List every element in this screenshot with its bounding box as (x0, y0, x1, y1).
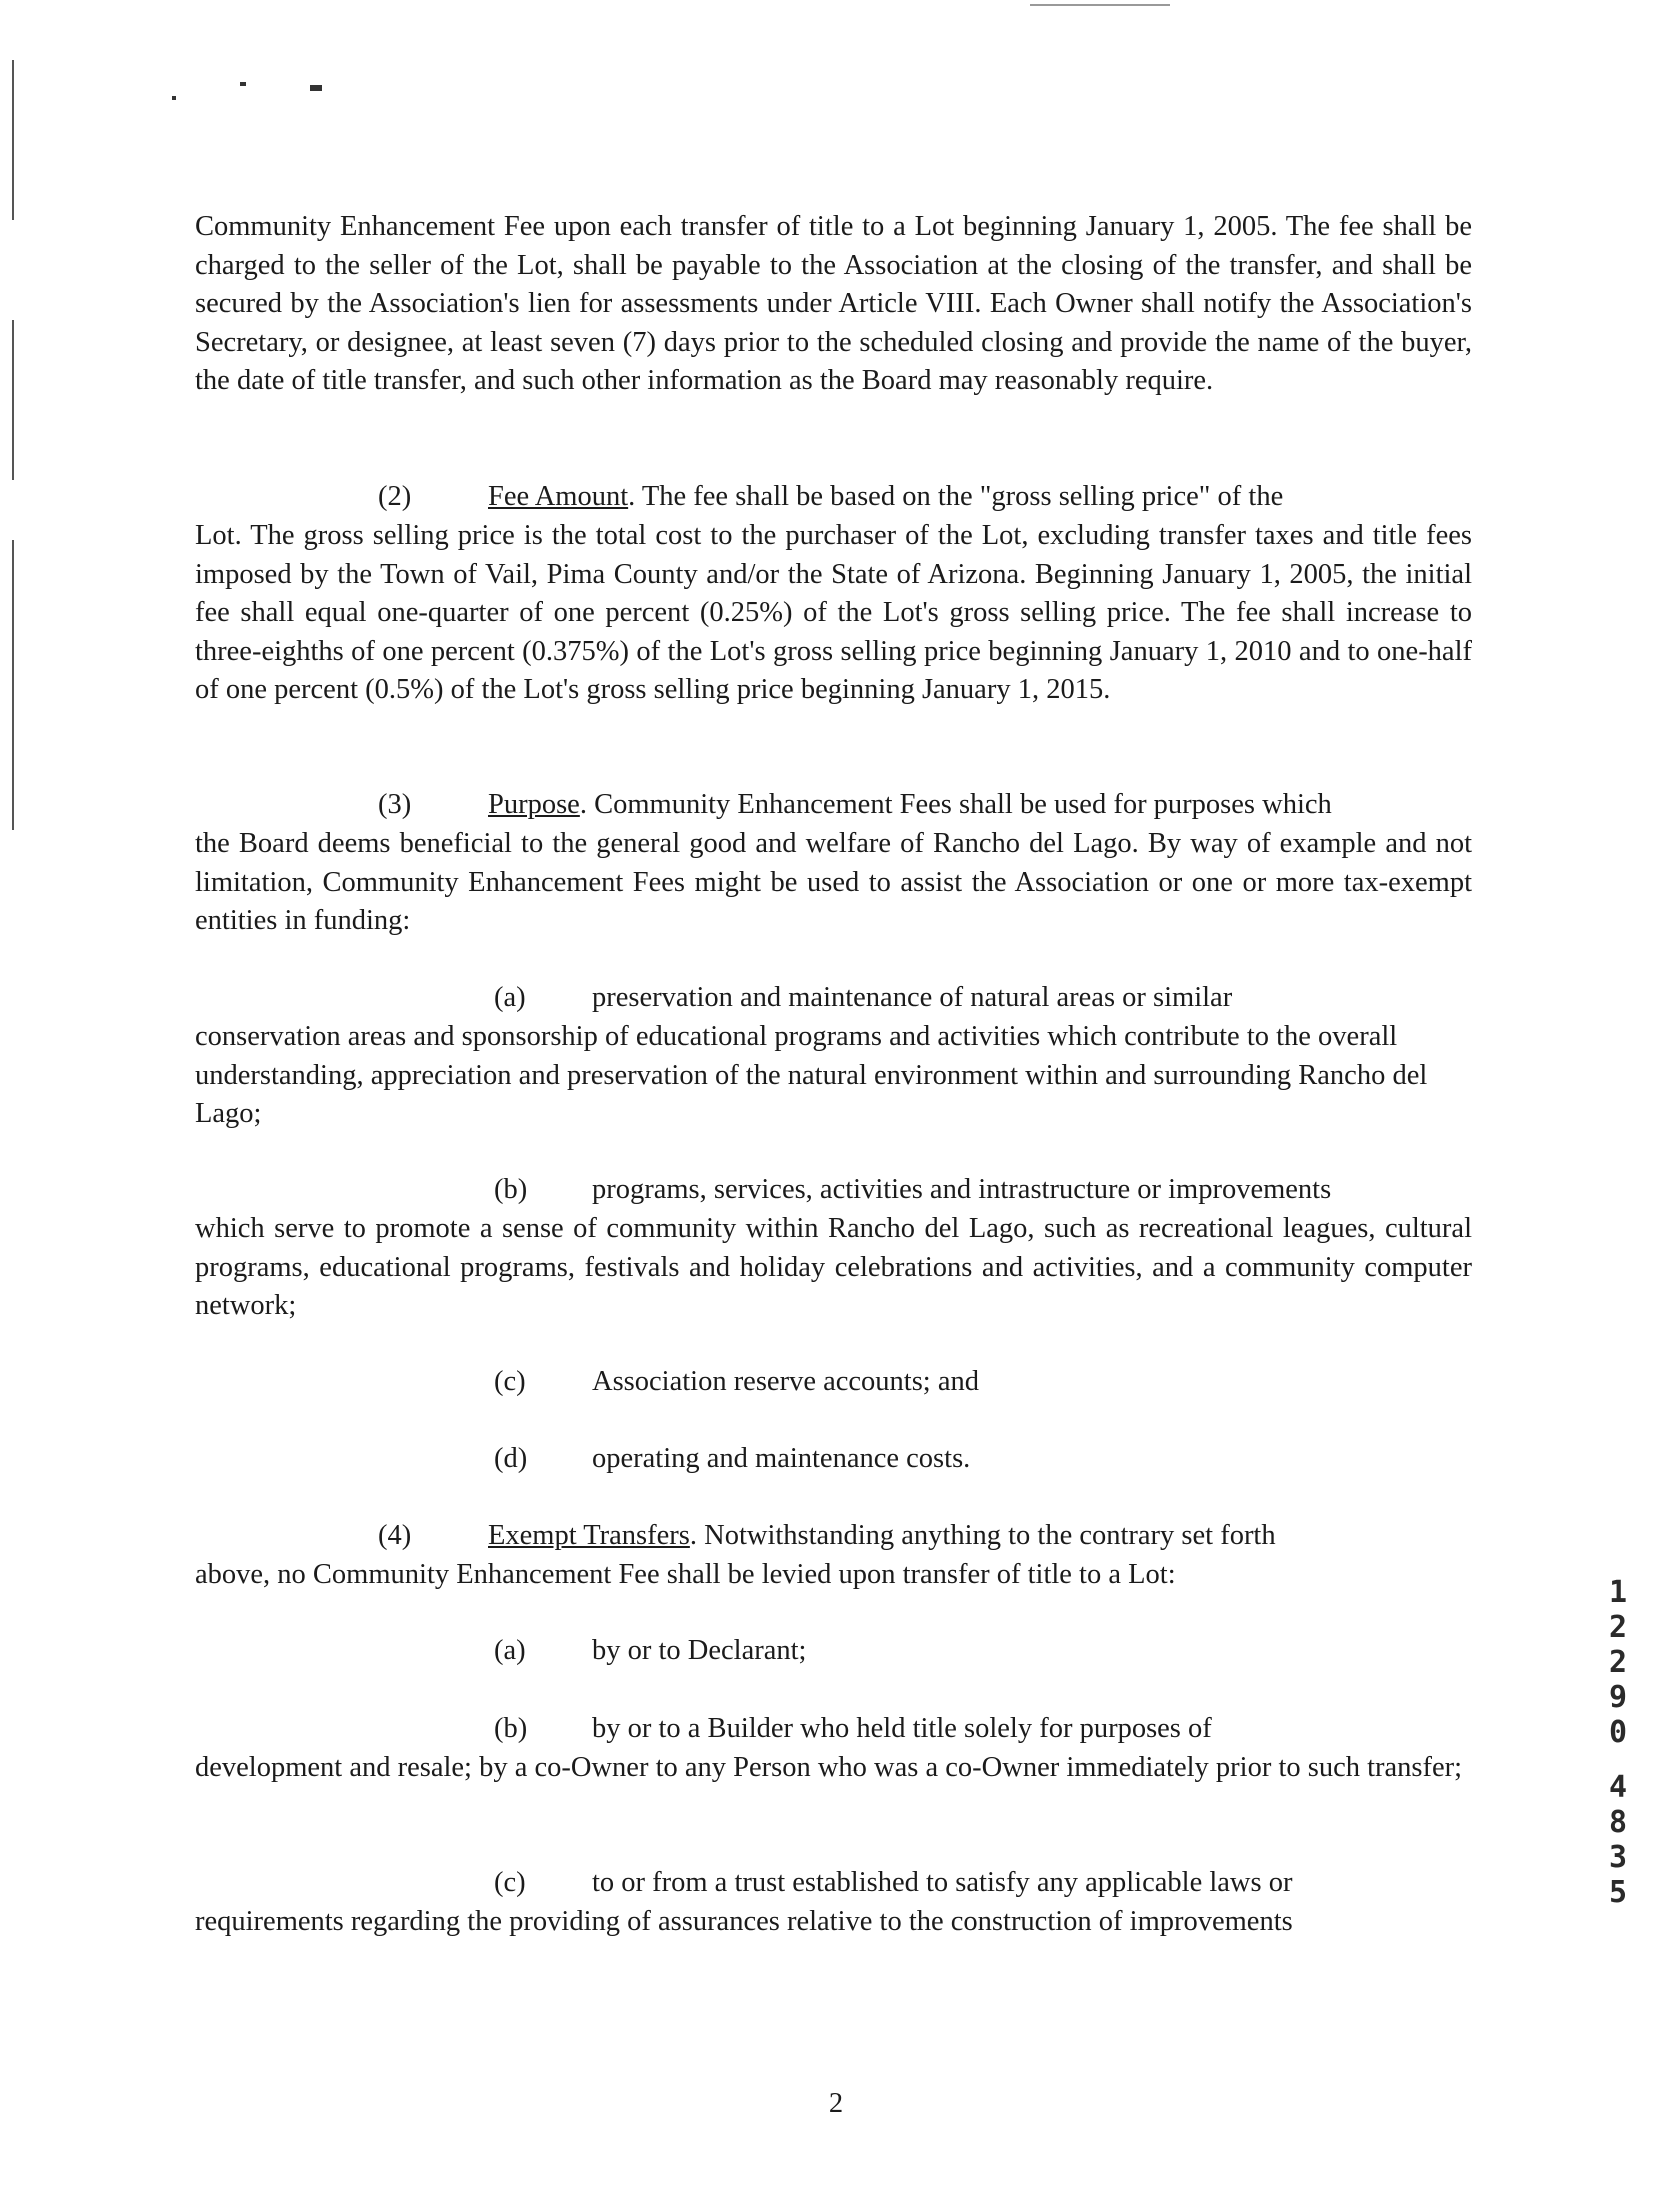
section-lead-text: . Notwithstanding anything to the contrary set forth (689, 1520, 1276, 1551)
recording-stamp (1603, 1770, 1633, 1910)
scan-speck (310, 85, 322, 91)
section-lead-text: . Community Enhancement Fees shall be used for purposes which (579, 789, 1332, 820)
section-2-lead (378, 478, 1472, 517)
item-letter: (a) (494, 982, 526, 1013)
section-heading: Purpose (488, 789, 580, 820)
item-letter: (b) (494, 1713, 528, 1744)
stamp-digit: 0 (1608, 1715, 1628, 1750)
scan-speck (1030, 4, 1170, 6)
section-4-body: above, no Community Enhancement Fee shall be levied upon transfer of title to a Lot: (195, 1559, 1176, 1590)
scan-edge-line (12, 60, 14, 220)
section-number: (4) (378, 1520, 412, 1551)
item-letter: (c) (494, 1366, 526, 1397)
scan-speck (172, 96, 176, 100)
stamp-digit: 9 (1608, 1680, 1628, 1715)
item-lead-text: preservation and maintenance of natural areas or similar (592, 982, 1233, 1013)
item-4c-lead (494, 1864, 1472, 1903)
section-3-body: the Board deems beneficial to the general good and welfare of Rancho del Lago. By way of example and not limitation, Community Enhancement Fees might be used to assist the Association or one or more tax-exempt entities in funding: (195, 828, 1472, 937)
scan-speck (240, 82, 246, 86)
item-3c (494, 1363, 1472, 1402)
stamp-digit: 1 (1608, 1575, 1628, 1610)
section-3-lead (378, 786, 1472, 825)
item-4b-lead (494, 1710, 1472, 1749)
item-3d (494, 1440, 1472, 1479)
section-2-body: Lot. The gross selling price is the total cost to the purchaser of the Lot, excluding transfer taxes and title fees imposed by the Town of Vail, Pima County and/or the State of Arizona. Beginning January 1, 2005, the initial fee shall equal one-quarter of one percent (0.25%) of the Lot's gross selling price. The fee shall increase to three-eighths of one percent (0.375%) of the Lot's gross selling price beginning January 1, 2010 and to one-half of one percent (0.5%) of the Lot's gross selling price beginning January 1, 2015. (195, 520, 1472, 706)
page-number: 2 (828, 2088, 844, 2119)
item-letter: (c) (494, 1867, 526, 1898)
item-letter: (d) (494, 1443, 528, 1474)
item-text: by or to Declarant; (592, 1635, 807, 1666)
stamp-digit: 3 (1608, 1840, 1628, 1875)
stamp-digit: 4 (1608, 1770, 1628, 1805)
stamp-digit: 2 (1608, 1645, 1628, 1680)
item-text: operating and maintenance costs. (592, 1443, 971, 1474)
scan-edge-line (12, 540, 14, 830)
section-heading: Exempt Transfers (488, 1520, 690, 1551)
section-lead-text: . The fee shall be based on the "gross selling price" of the (628, 481, 1284, 512)
item-3b-body: which serve to promote a sense of community within Rancho del Lago, such as recreational leagues, cultural programs, educational programs, festivals and holiday celebrations and activities, and a community computer network; (195, 1213, 1472, 1322)
item-3b-lead (494, 1171, 1472, 1210)
section-heading: Fee Amount (488, 481, 629, 512)
stamp-digit: 5 (1608, 1875, 1628, 1910)
scan-edge-line (12, 320, 14, 480)
section-number: (2) (378, 481, 412, 512)
item-3a-lead (494, 979, 1472, 1018)
item-4a (494, 1632, 1472, 1671)
recording-stamp (1603, 1575, 1633, 1750)
item-letter: (b) (494, 1174, 528, 1205)
section-number: (3) (378, 789, 412, 820)
item-lead-text: programs, services, activities and intrastructure or improvements (592, 1174, 1332, 1205)
item-text: Association reserve accounts; and (592, 1366, 979, 1397)
item-3a-body: conservation areas and sponsorship of educational programs and activities which contribute to the overall understanding, appreciation and preservation of the natural environment within and surrounding Rancho del Lago; (195, 1021, 1428, 1130)
item-lead-text: by or to a Builder who held title solely for purposes of (592, 1713, 1212, 1744)
stamp-digit: 8 (1608, 1805, 1628, 1840)
item-letter: (a) (494, 1635, 526, 1666)
item-4b-body: development and resale; by a co-Owner to any Person who was a co-Owner immediately prior to such transfer; (195, 1752, 1463, 1783)
stamp-digit: 2 (1608, 1610, 1628, 1645)
item-lead-text: to or from a trust established to satisfy any applicable laws or (592, 1867, 1293, 1898)
paragraph-intro: Community Enhancement Fee upon each transfer of title to a Lot beginning January 1, 2005. The fee shall be charged to the seller of the Lot, shall be payable to the Association at the closing of the transfer, and shall be secured by the Association's lien for assessments under Article VIII. Each Owner shall notify the Association's Secretary, or designee, at least seven (7) days prior to the scheduled closing and provide the name of the buyer, the date of title transfer, and such other information as the Board may reasonably require. (195, 211, 1472, 397)
item-4c-body: requirements regarding the providing of assurances relative to the construction of improvements (195, 1906, 1293, 1937)
section-4-lead (378, 1517, 1472, 1556)
